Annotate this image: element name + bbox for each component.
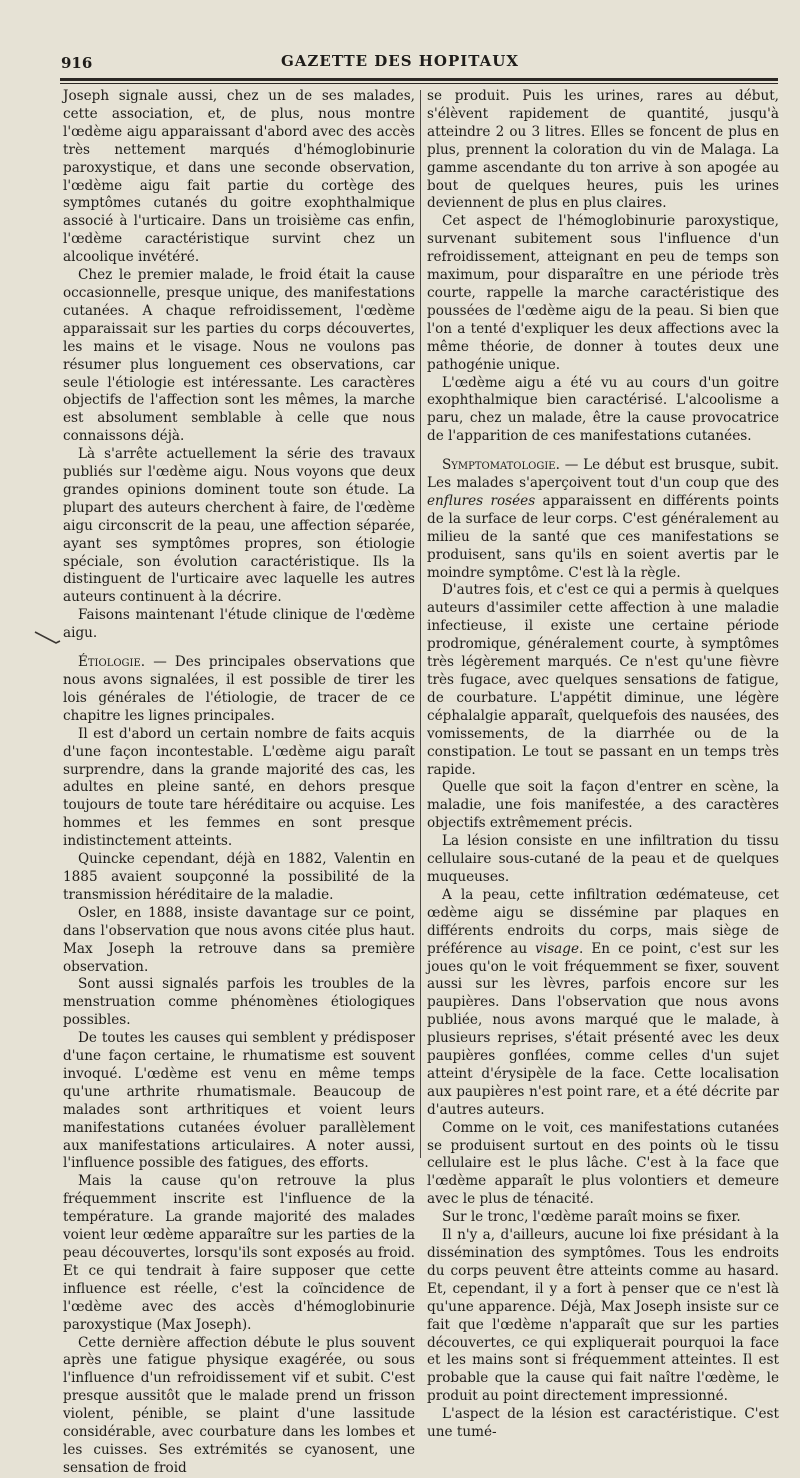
section-text: apparaissent en différents points de la surface de leur corps. C'est généralement au milieu de la santé que ces manifestations se produisent, sans qu'ils en soient avertis par le moindre symptôme. C'est là la règle.: [427, 492, 780, 581]
section-paragraph-symptomatologie: [427, 457, 779, 582]
section-lead-text: — Le début est brusque, subit. Les malades s'aperçoivent tout d'un coup que des: [427, 457, 779, 492]
right-column: [427, 88, 780, 1441]
paragraph: Joseph signale aussi, chez un de ses malades, cette association, et, de plus, nous montre l'œdème aigu apparaissant d'abord avec des accès très nettement marqués d'hémoglobinurie paroxystique, et dans une seconde observation, l'œdème aigu fait partie du cortège des symptômes cutanés du goitre exophthalmique associé à l'urticaire. Dans un troisième cas enfin, l'œdème caractéristique survint chez un alcoolique invétéré.: [63, 88, 415, 266]
paragraph: L'œdème aigu a été vu au cours d'un goitre exophthalmique bien caractérisé. L'alcoolisme a paru, chez un malade, être la cause provocatrice de l'apparition de ces manifestations cutanées.: [427, 374, 779, 445]
running-title: GAZETTE DES HOPITAUX: [280, 52, 519, 70]
paragraph: Il n'y a, d'ailleurs, aucune loi fixe présidant à la dissémination des symptômes. Tous les endroits du corps peuvent être atteints comme au hasard. Et, cependant, il y a fort à penser que ce n'est là qu'une apparence. Déjà, Max Joseph insiste sur ce fait que l'œdème n'apparaît que sur les parties découvertes, ce qui expliquerait pourquoi la face et les mains sont si fréquemment atteintes. Il est probable que la cause qui fait naître l'œdème, le produit au point directement impressionné.: [427, 1227, 779, 1405]
paragraph: Osler, en 1888, insiste davantage sur ce point, dans l'observation que nous avons citée plus haut. Max Joseph la retrouve dans sa première observation.: [63, 904, 415, 975]
section-heading-etiologie: Étiologie.: [77, 654, 146, 671]
paragraph: Comme on le voit, ces manifestations cutanées se produisent surtout en des points où le tissu cellulaire est le plus lâche. C'est à la face que l'œdème apparaît le plus volontiers et demeure avec le plus de ténacité.: [427, 1119, 779, 1208]
column-divider: [420, 90, 421, 1158]
margin-pencil-mark: [34, 630, 62, 648]
paragraph: Faisons maintenant l'étude clinique de l'œdème aigu.: [63, 607, 415, 642]
paragraph: La lésion consiste en une infiltration du tissu cellulaire sous-cutané de la peau et de quelques muqueuses.: [427, 833, 779, 885]
page-number: 916: [61, 54, 93, 72]
paragraph: L'aspect de la lésion est caractéristique. C'est une tumé-: [427, 1406, 779, 1441]
paragraph: Là s'arrête actuellement la série des travaux publiés sur l'œdème aigu. Nous voyons que deux grandes opinions dominent toute son étude. La plupart des auteurs cherchent à faire, de l'œdème aigu circonscrit de la peau, une affection séparée, ayant ses symptômes propres, son étiologie spéciale, son évolution caractéristique. Ils la distinguent de l'urticaire avec laquelle les autres auteurs continuent à la décrire.: [63, 446, 415, 606]
emphasis-text: visage: [535, 940, 580, 957]
paragraph: D'autres fois, et c'est ce qui a permis à quelques auteurs d'assimiler cette affection à une maladie infectieuse, il existe une certaine période prodromique, généralement courte, à symptômes très légèrement marqués. Ce n'est qu'une fièvre très fugace, avec quelques sensations de fatigue, de courbature. L'appétit diminue, une légère céphalalgie apparaît, quelquefois des nausées, des vomissements, de la diarrhée ou de la constipation. Le tout se passant en un temps très rapide.: [427, 582, 779, 778]
paragraph: se produit. Puis les urines, rares au début, s'élèvent rapidement de quantité, jusqu'à atteindre 2 ou 3 litres. Elles se foncent de plus en plus, prennent la coloration du vin de Malaga. La gamme ascendante du ton arrive à son apogée au bout de quelques heures, puis les urines deviennent de plus en plus claires.: [427, 88, 779, 212]
paragraph-text: . En ce point, c'est sur les joues qu'on le voit fréquemment se fixer, souvent aussi sur les lèvres, parfois encore sur les paupières. Dans l'observation que nous avons publiée, nous avons marqué que le malade, à plusieurs reprises, s'était présenté avec les deux paupières gonflées, comme celles d'un sujet atteint d'érysipèle de la face. Cette localisation aux paupières n'est point rare, et a été décrite par d'autres auteurs.: [427, 940, 779, 1118]
paragraph: Sur le tronc, l'œdème paraît moins se fixer.: [441, 1209, 741, 1226]
paragraph: Quincke cependant, déjà en 1882, Valentin en 1885 avaient soupçonné la possibilité de la transmission héréditaire de la maladie.: [63, 851, 415, 903]
paragraph: Chez le premier malade, le froid était la cause occasionnelle, presque unique, des manifestations cutanées. A chaque refroidissement, l'œdème apparaissait sur les parties du corps découvertes, les mains et le visage. Nous ne voulons pas résumer plus longuement ces observations, car seule l'étiologie est intéressante. Les caractères objectifs de l'affection sont les mêmes, la marche est absolument semblable à celle que nous connaissons déjà.: [63, 267, 415, 445]
paragraph: Il est d'abord un certain nombre de faits acquis d'une façon incontestable. L'œdème aigu paraît surprendre, dans la grande majorité des cas, les adultes en pleine santé, en dehors presque toujours de toute tare héréditaire ou acquise. Les hommes et les femmes en sont presque indistinctement atteints.: [63, 725, 415, 850]
paragraph: De toutes les causes qui semblent y prédisposer d'une façon certaine, le rhumatisme est souvent invoqué. L'œdème est venu en même temps qu'une arthrite rhumatismale. Beaucoup de malades sont arthritiques et voient leurs manifestations cutanées évoluer parallèlement aux manifestations articulaires. A noter aussi, l'influence possible des fatigues, des efforts.: [63, 1030, 415, 1172]
left-column: [63, 88, 415, 1476]
header-rule-thick: [60, 78, 778, 81]
paragraph-text: A la peau, cette infiltration œdémateuse, cet œdème aigu se dissémine par plaques en différents endroits du corps, mais siège de préférence au: [427, 886, 779, 957]
paragraph: Sont aussi signalés parfois les troubles de la menstruation comme phénomènes étiologiques possibles.: [63, 976, 415, 1029]
paragraph-visage: [427, 887, 779, 1120]
section-lead-text: — Des principales observations que nous avons signalées, il est possible de tirer les lois générales de l'étiologie, de tracer de ce chapitre les lignes principales.: [63, 654, 415, 724]
section-heading-symptomatologie: Symptomatologie.: [441, 457, 560, 474]
emphasis-text: enflures rosées: [427, 492, 536, 509]
paragraph: Quelle que soit la façon d'entrer en scène, la maladie, une fois manifestée, a des caractères objectifs extrêmement précis.: [427, 779, 779, 832]
paragraph: Cette dernière affection débute le plus souvent après une fatigue physique exagérée, ou sous l'influence d'un refroidissement vif et subit. C'est presque aussitôt que le malade prend un frisson violent, pénible, se plaint d'une lassitude considérable, avec courbature dans les lombes et les cuisses. Ses extrémités se cyanosent, une sensation de froid: [63, 1334, 415, 1476]
paragraph: Cet aspect de l'hémoglobinurie paroxystique, survenant subitement sous l'influence d'un refroidissement, atteignant en peu de temps son maximum, pour disparaître en une période très courte, rappelle la marche caractéristique des poussées de l'œdème aigu de la peau. Si bien que l'on a tenté d'expliquer les deux affections avec la même théorie, de donner à toutes deux une pathogénie unique.: [427, 213, 779, 373]
paragraph: Mais la cause qu'on retrouve la plus fréquemment inscrite est l'influence de la température. La grande majorité des malades voient leur œdème apparaître sur les parties de la peau découvertes, lorsqu'ils sont exposés au froid. Et ce qui tendrait à faire supposer que cette influence est réelle, c'est la coïncidence de l'œdème avec des accès d'hémoglobinurie paroxystique (Max Joseph).: [63, 1173, 415, 1333]
header-rule-thin: [60, 83, 778, 84]
section-paragraph-etiologie: [63, 654, 415, 726]
